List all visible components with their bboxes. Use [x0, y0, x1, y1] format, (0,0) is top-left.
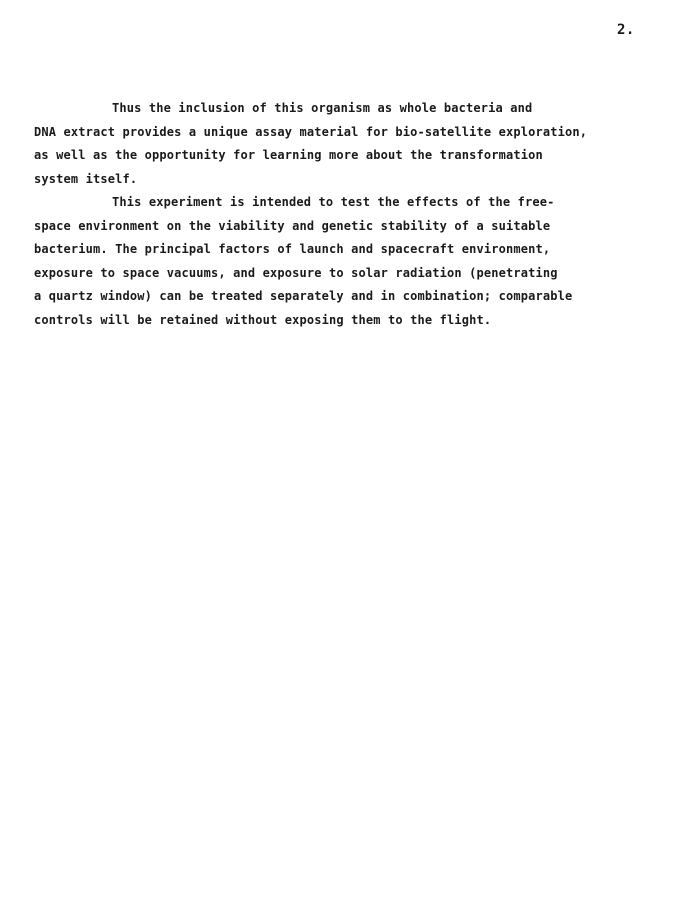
page-number: 2.	[617, 22, 635, 38]
paragraph-line: controls will be retained without exposing them to the flight.	[34, 312, 492, 327]
paragraph-line: DNA extract provides a unique assay material for bio-satellite exploration,	[34, 124, 588, 139]
paragraph-1	[34, 97, 634, 191]
body-text	[34, 97, 634, 332]
paragraph-line: Thus the inclusion of this organism as whole bacteria and	[112, 101, 533, 115]
paragraph-line: as well as the opportunity for learning more about the transformation	[34, 148, 543, 162]
paragraph-line: exposure to space vacuums, and exposure to solar radiation (penetrating	[34, 265, 558, 280]
paragraph-line: a quartz window) can be treated separately and in combination; comparable	[34, 289, 573, 303]
paragraph-line: space environment on the viability and genetic stability of a suitable	[34, 218, 551, 233]
paragraph-2	[34, 191, 634, 332]
paragraph-line: bacterium. The principal factors of launch and spacecraft environment,	[34, 242, 551, 256]
paragraph-line: system itself.	[34, 171, 138, 186]
paragraph-line: This experiment is intended to test the effects of the free-	[112, 195, 555, 209]
